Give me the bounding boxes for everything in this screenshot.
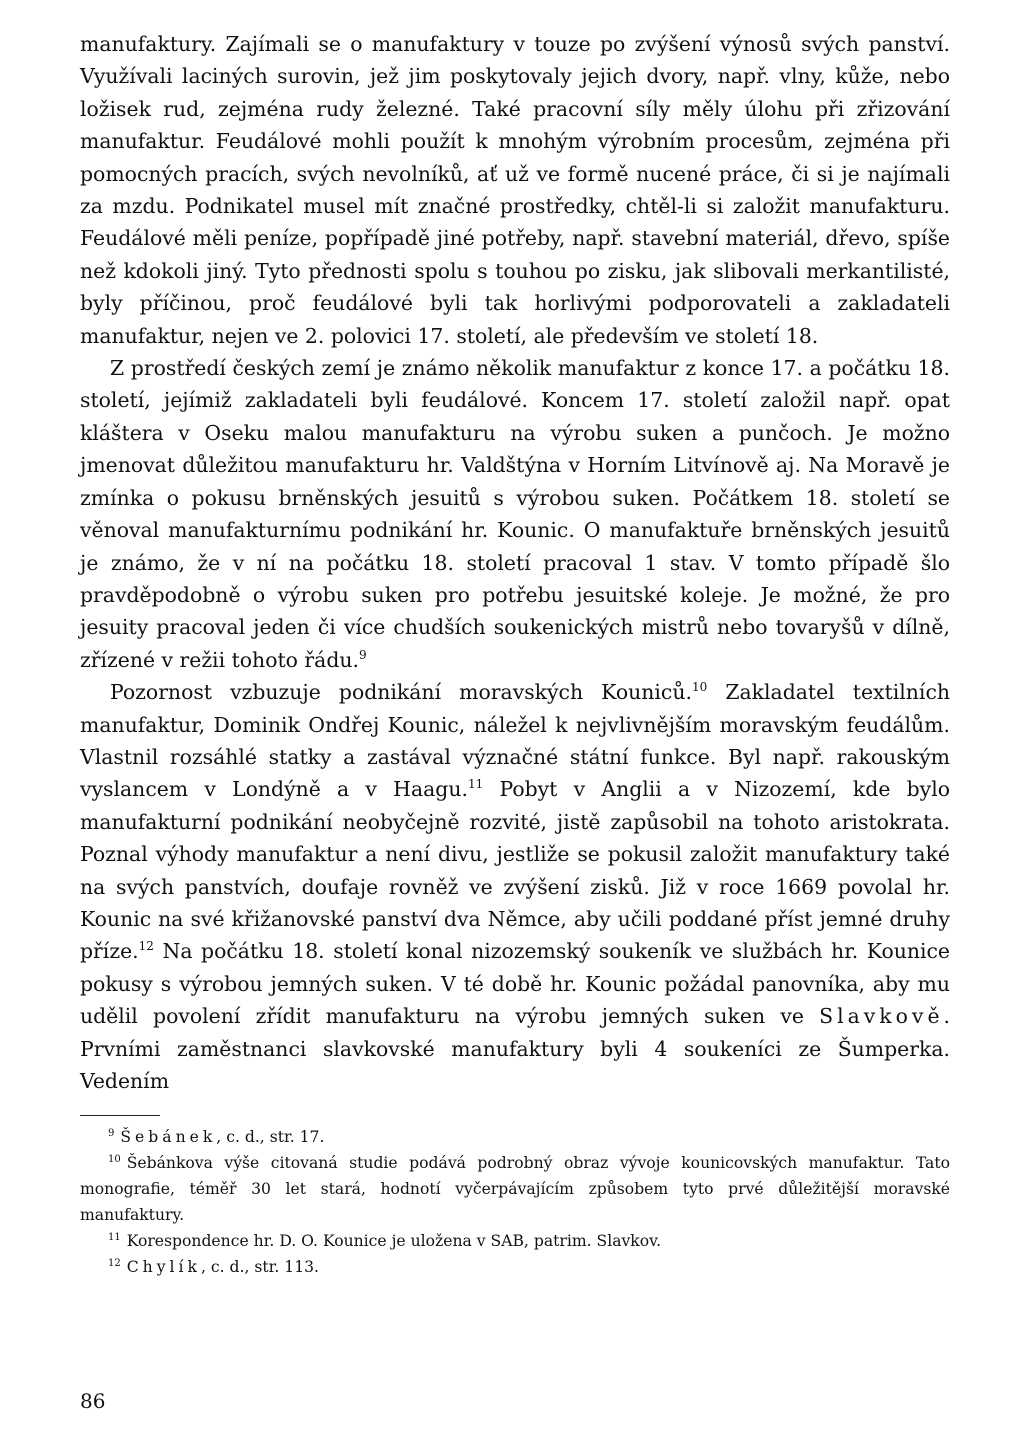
paragraph-1: [80, 28, 950, 352]
footnote-number: 10: [108, 1154, 121, 1166]
footnotes: [80, 1124, 950, 1280]
paragraph-2-text: Z prostředí českých zemí je známo několik manufaktur z konce 17. a počátku 18. století, jejímiž zakladateli byli feudálové. Koncem 17. století založil např. opat kláštera v Oseku malou manufakturu na výrobu suken a punčoch. Je možno jmenovat důležitou manufakturu hr. Valdštýna v Horním Litvínově aj. Na Moravě je zmínka o pokusu brněnských jesuitů s výrobou suken. Počátkem 18. století se věnoval manufakturnímu podnikání hr. Kounic. O manufaktuře brněnských jesuitů je známo, že v ní na počátku 18. století pracoval 1 stav. V tomto případě šlo pravděpodobně o výrobu suken pro potřebu jesuitské koleje. Je možné, že pro jesuity pracoval jeden či více chudších soukenických mistrů nebo tovaryšů v dílně, zřízené v režii tohoto řádu.: [80, 356, 950, 672]
footnote-text: Šebánkova výše citovaná studie podává podrobný obraz vývoje kounicovských manufaktur. Tato monografie, téměř 30 let stará, hodnotí vyčerpávajícím způsobem tyto prvé důležitější moravské manufaktury.: [80, 1154, 950, 1225]
page: [80, 28, 950, 1280]
paragraph-3-seg-3: Pobyt v Anglii a v Nizozemí, kde bylo manufakturní podnikání neobyčejně rozvité, jistě zapůsobil na tohoto aristokrata. Poznal výhody manufaktur a není divu, jestliže se pokusil založit manufaktury také na svých panstvích, doufaje rovněž ve zvýšení zisků. Již v roce 1669 povolal hr. Kounic na své křižanovské panství dva Němce, aby učili poddané příst jemné druhy příze.: [80, 777, 950, 964]
footnote-number: 11: [108, 1232, 121, 1244]
footnote-11: [80, 1228, 950, 1254]
footnote-number: 9: [108, 1128, 115, 1140]
body-text: [80, 28, 950, 1097]
footnote-text: Korespondence hr. D. O. Kounice je uložena v SAB, patrim. Slavkov.: [126, 1232, 662, 1251]
footnote-ref-9: 9: [359, 647, 367, 662]
footnote-10: [80, 1150, 950, 1228]
footnote-ref-11: 11: [467, 777, 484, 792]
page-number: 86: [80, 1389, 106, 1413]
footnote-ref-10: 10: [691, 680, 708, 695]
paragraph-3-seg-4: Na počátku 18. století konal nizozemský soukeník ve službách hr. Kounice pokusy s výrobou jemných suken. V té době hr. Kounic požádal panovníka, aby mu udělil povolení zřídit manufakturu na výrobu jemných suken ve: [80, 939, 950, 1029]
footnote-ref-12: 12: [138, 939, 154, 954]
paragraph-1-text: manufaktury. Zajímali se o manufaktury v touze po zvýšení výnosů svých panství. Využívali laciných surovin, jež jim poskytovaly jejich dvory, např. vlny, kůže, nebo ložisek rud, zejména rudy železné. Také pracovní síly měly úlohu při zřizování manufaktur. Feudálové mohli použít k mnohým výrobním procesům, zejména při pomocných pracích, svých nevolníků, ať už ve formě nucené práce, či si je najímali za mzdu. Podnikatel musel mít značné prostředky, chtěl-li si založit manufakturu. Feudálové měli peníze, popřípadě jiné potřeby, např. stavební materiál, dřevo, spíše než kdokoli jiný. Tyto přednosti spolu s touhou po zisku, jak slibovali merkantilisté, byly příčinou, proč feudálové byli tak horlivými podporovateli a zakladateli manufaktur, nejen ve 2. polovici 17. století, ale především ve století 18.: [80, 32, 950, 348]
paragraph-3-seg-1: Pozornost vzbuzuje podnikání moravských Kouniců.: [110, 680, 692, 705]
spaced-place-name: Slavkově: [819, 1004, 944, 1029]
footnote-12: [80, 1254, 950, 1280]
footnote-number: 12: [108, 1258, 121, 1270]
footnote-text: , c. d., str. 113.: [200, 1258, 320, 1277]
footnote-author: Chylík: [126, 1258, 201, 1277]
footnote-divider: [80, 1115, 160, 1116]
footnote-9: [80, 1124, 950, 1150]
paragraph-3-seg-2: Zakladatel textilních manufaktur, Dominik Ondřej Kounic, náležel k nejvlivnějším moravským feudálům. Vlastnil rozsáhlé statky a zastával význačné státní funkce. Byl např. rakouským vyslancem v Londýně a v Haagu.: [80, 680, 950, 802]
paragraph-2: [80, 352, 950, 676]
paragraph-3: [80, 676, 950, 1097]
footnote-author: Šebánek: [120, 1128, 217, 1147]
footnote-text: , c. d., str. 17.: [216, 1128, 325, 1147]
paragraph-3-seg-5: . Prvními zaměstnanci slavkovské manufaktury byli 4 soukeníci ze Šumperka. Vedením: [80, 1004, 950, 1093]
